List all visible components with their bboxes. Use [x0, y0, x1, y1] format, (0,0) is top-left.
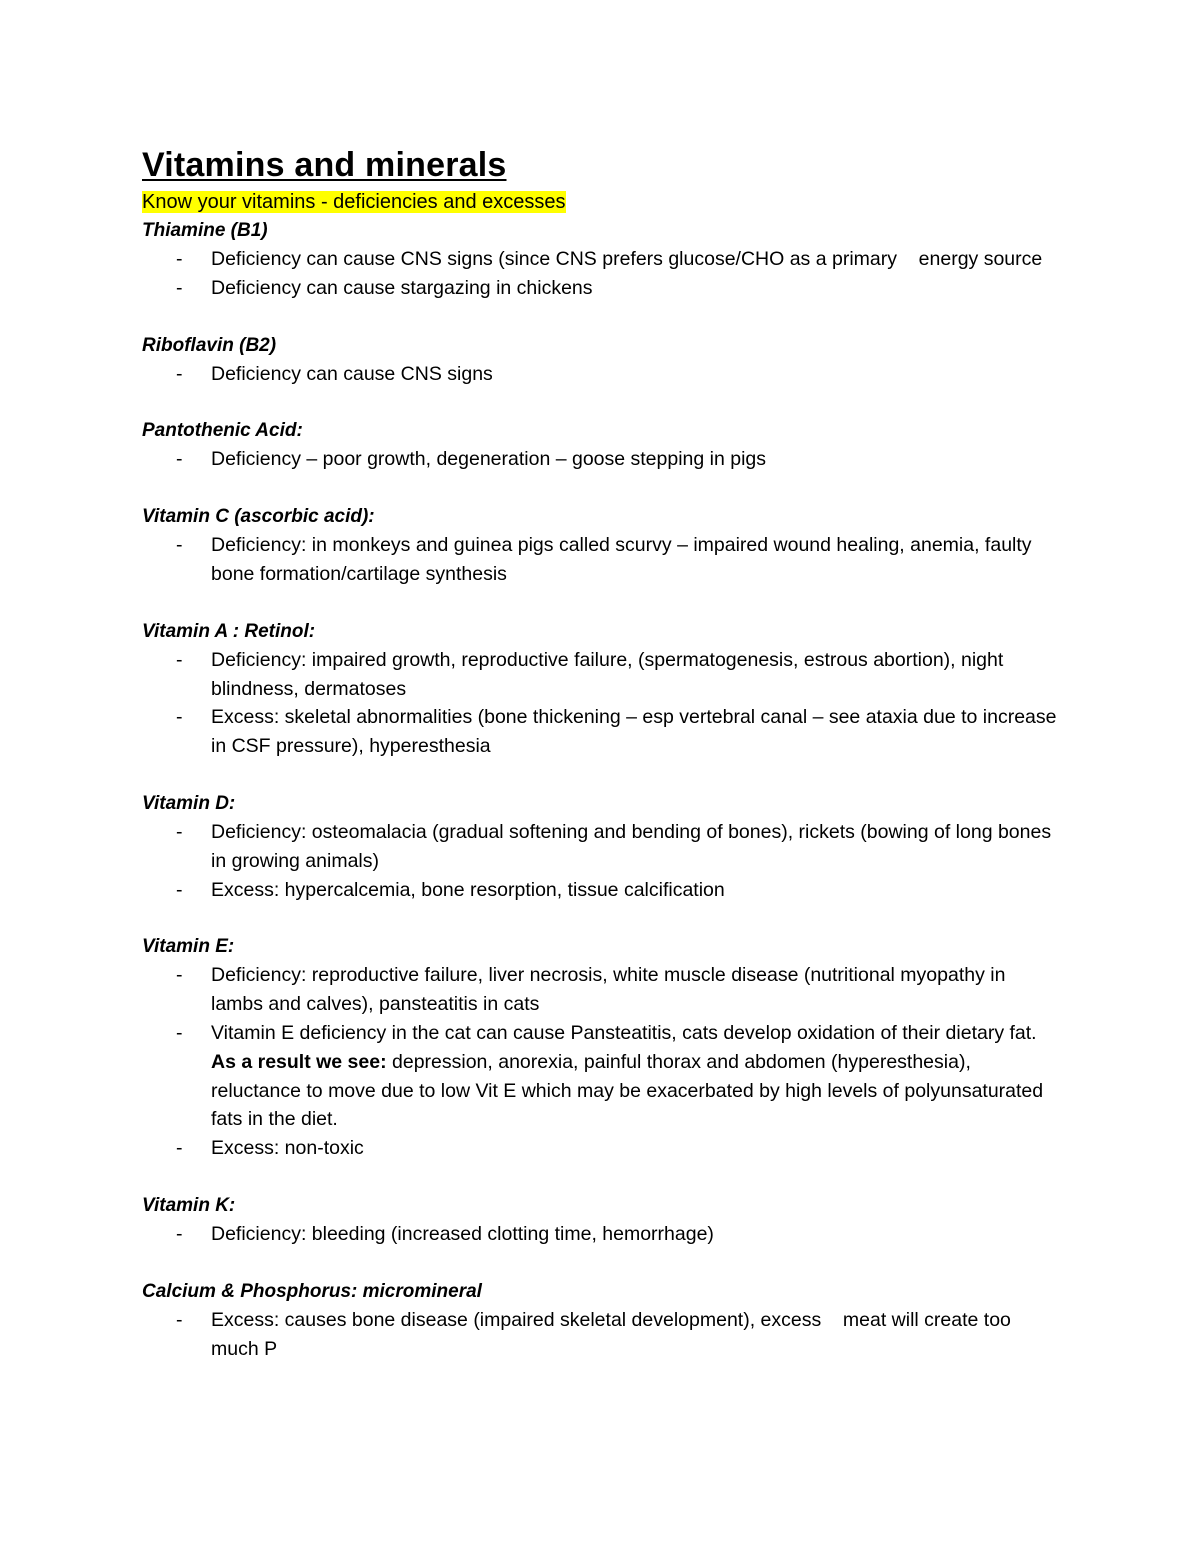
list-item-text: Excess: skeletal abnormalities (bone thickening – esp vertebral canal – see ataxia due to increase in CSF pressure), hyperesthesia [211, 706, 1062, 758]
list-item [142, 961, 1062, 1019]
list-item-text: Deficiency can cause CNS signs (since CNS prefers glucose/CHO as a primary energy source [211, 248, 1043, 270]
section-heading: Vitamin D: [142, 792, 236, 814]
list-item-text: Deficiency: bleeding (increased clotting time, hemorrhage) [211, 1222, 714, 1245]
dash-bullet: - [176, 534, 183, 557]
document-page [142, 142, 1062, 1363]
list-item [142, 1306, 1062, 1364]
dash-bullet: - [176, 448, 183, 471]
list-item-text: Excess: non-toxic [211, 1137, 364, 1160]
bullet-list [142, 818, 1062, 904]
section [142, 331, 1062, 389]
list-item-text: Excess: hypercalcemia, bone resorption, tissue calcification [211, 878, 725, 901]
dash-bullet: - [176, 648, 183, 671]
section-heading: Vitamin C (ascorbic acid): [142, 506, 375, 528]
bullet-list [142, 360, 1062, 389]
section-heading: Pantothenic Acid: [142, 420, 303, 442]
section [142, 1191, 1062, 1249]
dash-bullet: - [176, 878, 183, 901]
section [142, 502, 1062, 589]
list-item [142, 1019, 1062, 1134]
dash-bullet: - [176, 1308, 183, 1331]
bold-phrase: As a result we see: [211, 1050, 387, 1073]
subtitle-line [142, 188, 1062, 216]
list-item-text: depression, anorexia, painful thorax and abdomen (hyperesthesia), reluctance to move due to low Vit E which may be exacerbated by high levels of polyunsaturated fats in the diet. [211, 1050, 1049, 1131]
list-item [142, 818, 1062, 876]
list-item [142, 703, 1062, 761]
list-item [142, 531, 1062, 589]
bullet-list [142, 531, 1062, 589]
list-item-text: Excess: causes bone disease (impaired skeletal development), excess meat will create too much P [211, 1308, 1017, 1360]
list-item [142, 876, 1062, 905]
dash-bullet: - [176, 276, 183, 299]
dash-bullet: - [176, 1137, 183, 1160]
section-heading: Vitamin E: [142, 936, 235, 958]
list-item-text: Deficiency: in monkeys and guinea pigs called scurvy – impaired wound healing, anemia, faulty bone formation/cartilage synthesis [211, 534, 1037, 585]
section-heading: Calcium & Phosphorus: micromineral [142, 1280, 482, 1302]
list-item [142, 1220, 1062, 1249]
list-item-text: Deficiency: reproductive failure, liver necrosis, white muscle disease (nutritional myopathy in lambs and calves), pansteatitis in cats [211, 964, 1011, 1016]
section [142, 617, 1062, 761]
section-heading: Vitamin K: [142, 1194, 236, 1216]
bullet-list [142, 1306, 1062, 1364]
list-item-text: Vitamin E deficiency in the cat can cause Pansteatitis, cats develop oxidation of their dietary fat. [211, 1021, 1043, 1044]
list-item [142, 274, 1062, 303]
bullet-list [142, 245, 1062, 303]
list-item-text: Deficiency: impaired growth, reproductive failure, (spermatogenesis, estrous abortion), night blindness, dermatoses [211, 648, 1009, 700]
list-item-text: Deficiency can cause stargazing in chickens [211, 276, 593, 299]
highlighted-subtitle: Know your vitamins - deficiencies and excesses [142, 191, 566, 213]
section [142, 416, 1062, 474]
list-item-text: Deficiency – poor growth, degeneration – goose stepping in pigs [211, 448, 767, 471]
list-item [142, 445, 1062, 474]
dash-bullet: - [176, 706, 183, 729]
dash-bullet: - [176, 1021, 183, 1044]
list-item-text: Deficiency can cause CNS signs [211, 362, 493, 385]
section [142, 1277, 1062, 1364]
bullet-list [142, 961, 1062, 1163]
list-item [142, 646, 1062, 704]
dash-bullet: - [176, 964, 183, 987]
dash-bullet: - [176, 820, 183, 843]
section-heading: Thiamine (B1) [142, 220, 268, 241]
sections-container [142, 216, 1062, 1363]
section [142, 789, 1062, 904]
dash-bullet: - [176, 1222, 183, 1245]
section-heading: Riboflavin (B2) [142, 334, 277, 356]
document-title: Vitamins and minerals [142, 146, 507, 184]
section [142, 932, 1062, 1163]
dash-bullet: - [176, 248, 183, 270]
list-item [142, 1134, 1062, 1163]
dash-bullet: - [176, 362, 183, 385]
list-item [142, 360, 1062, 389]
list-item-text: Deficiency: osteomalacia (gradual softening and bending of bones), rickets (bowing of long bones in growing animals) [211, 820, 1057, 872]
list-item [142, 245, 1062, 274]
section-heading: Vitamin A : Retinol: [142, 620, 316, 642]
section [142, 216, 1062, 303]
bullet-list [142, 445, 1062, 474]
bullet-list [142, 1220, 1062, 1249]
bullet-list [142, 646, 1062, 761]
